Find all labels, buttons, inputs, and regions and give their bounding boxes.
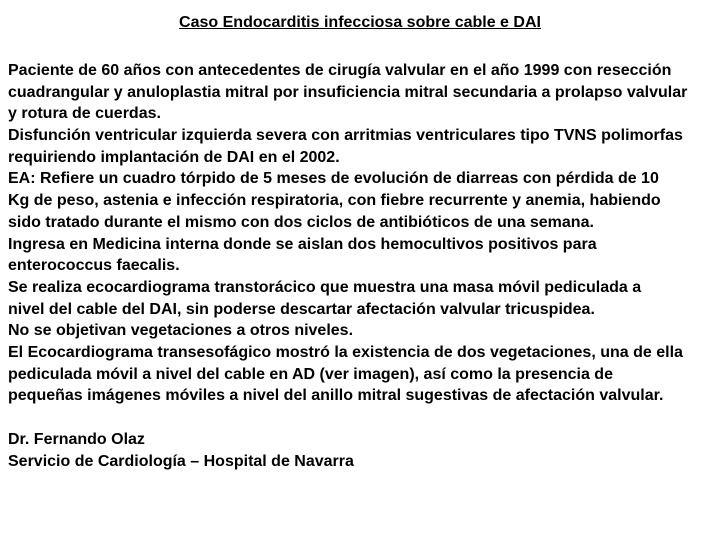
- paragraph-line: El Ecocardiograma transesofágico mostró la existencia de dos vegetaciones, una de ella: [8, 343, 683, 361]
- paragraph-line: Disfunción ventricular izquierda severa con arritmias ventriculares tipo TVNS polimorfas: [8, 127, 683, 145]
- author-name: Dr. Fernando Olaz: [8, 431, 145, 448]
- author-block: [8, 429, 354, 472]
- paragraph-line: cuadrangular y anuloplastia mitral por insuficiencia mitral secundaria a prolapso valvular: [8, 83, 688, 101]
- paragraph-line: enterococcus faecalis.: [8, 257, 180, 275]
- paragraph-line: Ingresa en Medicina interna donde se aislan dos hemocultivos positivos para: [8, 235, 597, 253]
- title-text: Caso Endocarditis infecciosa sobre cable e DAI: [179, 14, 541, 31]
- paragraph-line: EA: Refiere un cuadro tórpido de 5 meses de evolución de diarreas con pérdida de 10: [8, 170, 659, 188]
- paragraph-line: sido tratado durante el mismo con dos ciclos de antibióticos de una semana.: [8, 213, 594, 231]
- paragraph-line: pediculada móvil a nivel del cable en AD (ver imagen), así como la presencia de: [8, 365, 613, 383]
- paragraph-line: y rotura de cuerdas.: [8, 105, 161, 123]
- document-title: [0, 12, 720, 34]
- paragraph-line: nivel del cable del DAI, sin poderse descartar afectación valvular tricuspidea.: [8, 300, 595, 318]
- paragraph-line: pequeñas imágenes móviles a nivel del anillo mitral sugestivas de afectación valvular.: [8, 387, 664, 405]
- case-description: [8, 60, 720, 407]
- paragraph-line: Kg de peso, astenia e infección respiratoria, con fiebre recurrente y anemia, habiendo: [8, 192, 661, 210]
- author-affiliation: Servicio de Cardiología – Hospital de Navarra: [8, 452, 354, 470]
- paragraph-line: Paciente de 60 años con antecedentes de cirugía valvular en el año 1999 con resección: [8, 62, 672, 79]
- paragraph-line: Se realiza ecocardiograma transtorácico que muestra una masa móvil pediculada a: [8, 278, 642, 296]
- paragraph-line: requiriendo implantación de DAI en el 2002.: [8, 148, 340, 166]
- paragraph-line: No se objetivan vegetaciones a otros niveles.: [8, 322, 354, 340]
